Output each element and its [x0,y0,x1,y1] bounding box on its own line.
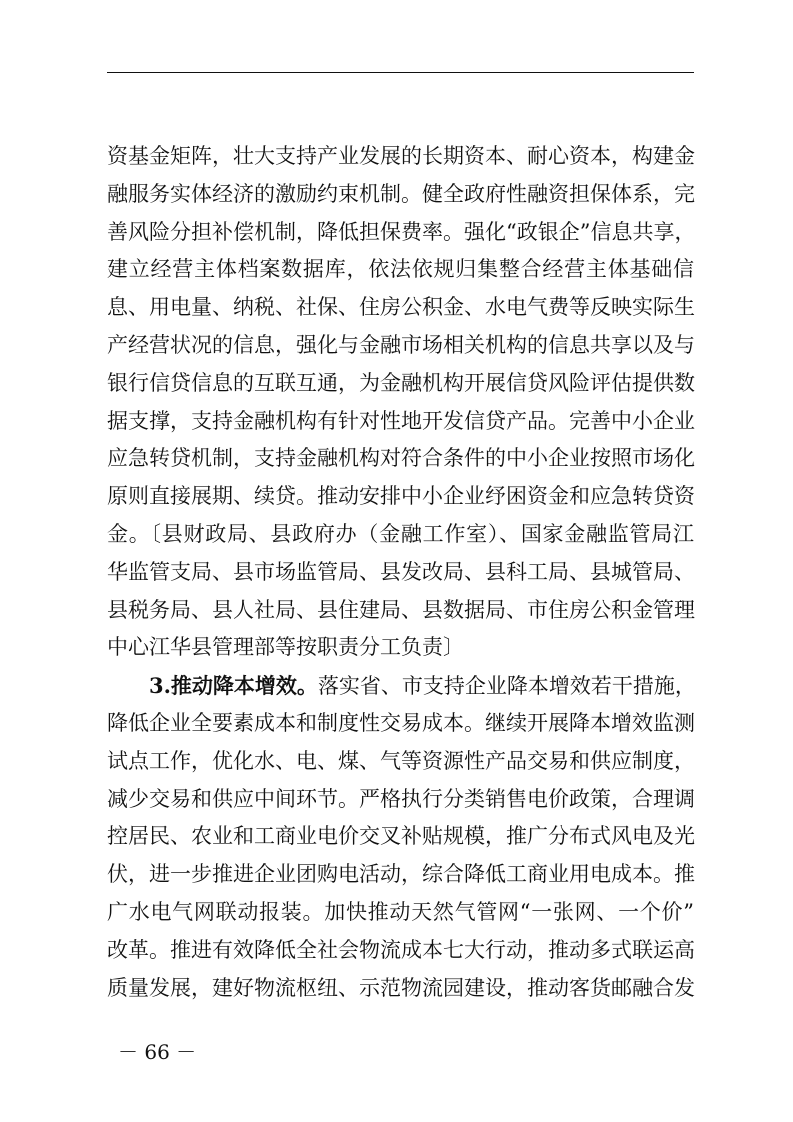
header-rule [107,72,694,73]
paragraph-line: 应急转贷机制，支持金融机构对符合条件的中小企业按照市场化 [107,446,695,471]
paragraph-line: 融服务实体经济的激励约束机制。健全政府性融资担保体系，完 [107,181,695,206]
paragraph-line-last: 中心江华县管理部等按职责分工负责〕 [107,635,464,660]
paragraph-line: 改革。推进有效降低全社会物流成本七大行动，推动多式联运高 [107,937,695,962]
page-number: － 66 － [118,1040,197,1064]
paragraph-line: 资基金矩阵，壮大支持产业发展的长期资本、耐心资本，构建金 [107,144,695,168]
paragraph-line: 伏，进一步推进企业团购电活动，综合降低工商业用电成本。推 [107,862,695,887]
paragraph-line: 银行信贷信息的互联互通，为金融机构开展信贷风险评估提供数 [107,370,695,395]
section-heading-continuation: 落实省、市支持企业降本增效若干措施， [317,674,696,699]
paragraph-line: 建立经营主体档案数据库，依法依规归集整合经营主体基础信 [107,257,694,282]
paragraph-line: 减少交易和供应中间环节。严格执行分类销售电价政策，合理调 [107,786,695,811]
paragraph-line: 华监管支局、县市场监管局、县发改局、县科工局、县城管局、 [107,559,695,584]
paragraph-line: 原则直接展期、续贷。推动安排中小企业纾困资金和应急转贷资 [107,484,695,509]
paragraph-line: 产经营状况的信息，强化与金融市场相关机构的信息共享以及与 [107,332,695,357]
paragraph-line: 广水电气网联动报装。加快推动天然气管网“一张网、一个价” [107,899,694,924]
paragraph-line: 控居民、农业和工商业电价交叉补贴规模，推广分布式风电及光 [107,824,695,849]
section-heading: 3.推动降本增效。 [149,673,318,699]
paragraph-line: 据支撑，支持金融机构有针对性地开发信贷产品。完善中小企业 [107,408,695,433]
paragraph-line: 降低企业全要素成本和制度性交易成本。继续开展降本增效监测 [107,710,695,735]
paragraph-line: 质量发展，建好物流枢纽、示范物流园建设，推动客货邮融合发 [107,975,695,1000]
paragraph-line: 善风险分担补偿机制，降低担保费率。强化“政银企”信息共享， [107,219,696,244]
section-heading-line [107,667,694,705]
paragraph-line: 县税务局、县人社局、县住建局、县数据局、市住房公积金管理 [107,597,695,622]
paragraph-line: 金。〔县财政局、县政府办（金融工作室）、国家金融监管局江 [107,521,694,546]
paragraph-line: 试点工作，优化水、电、煤、气等资源性产品交易和供应制度， [107,748,695,773]
document-body [107,138,694,1007]
paragraph-line: 息、用电量、纳税、社保、住房公积金、水电气费等反映实际生 [107,295,695,320]
